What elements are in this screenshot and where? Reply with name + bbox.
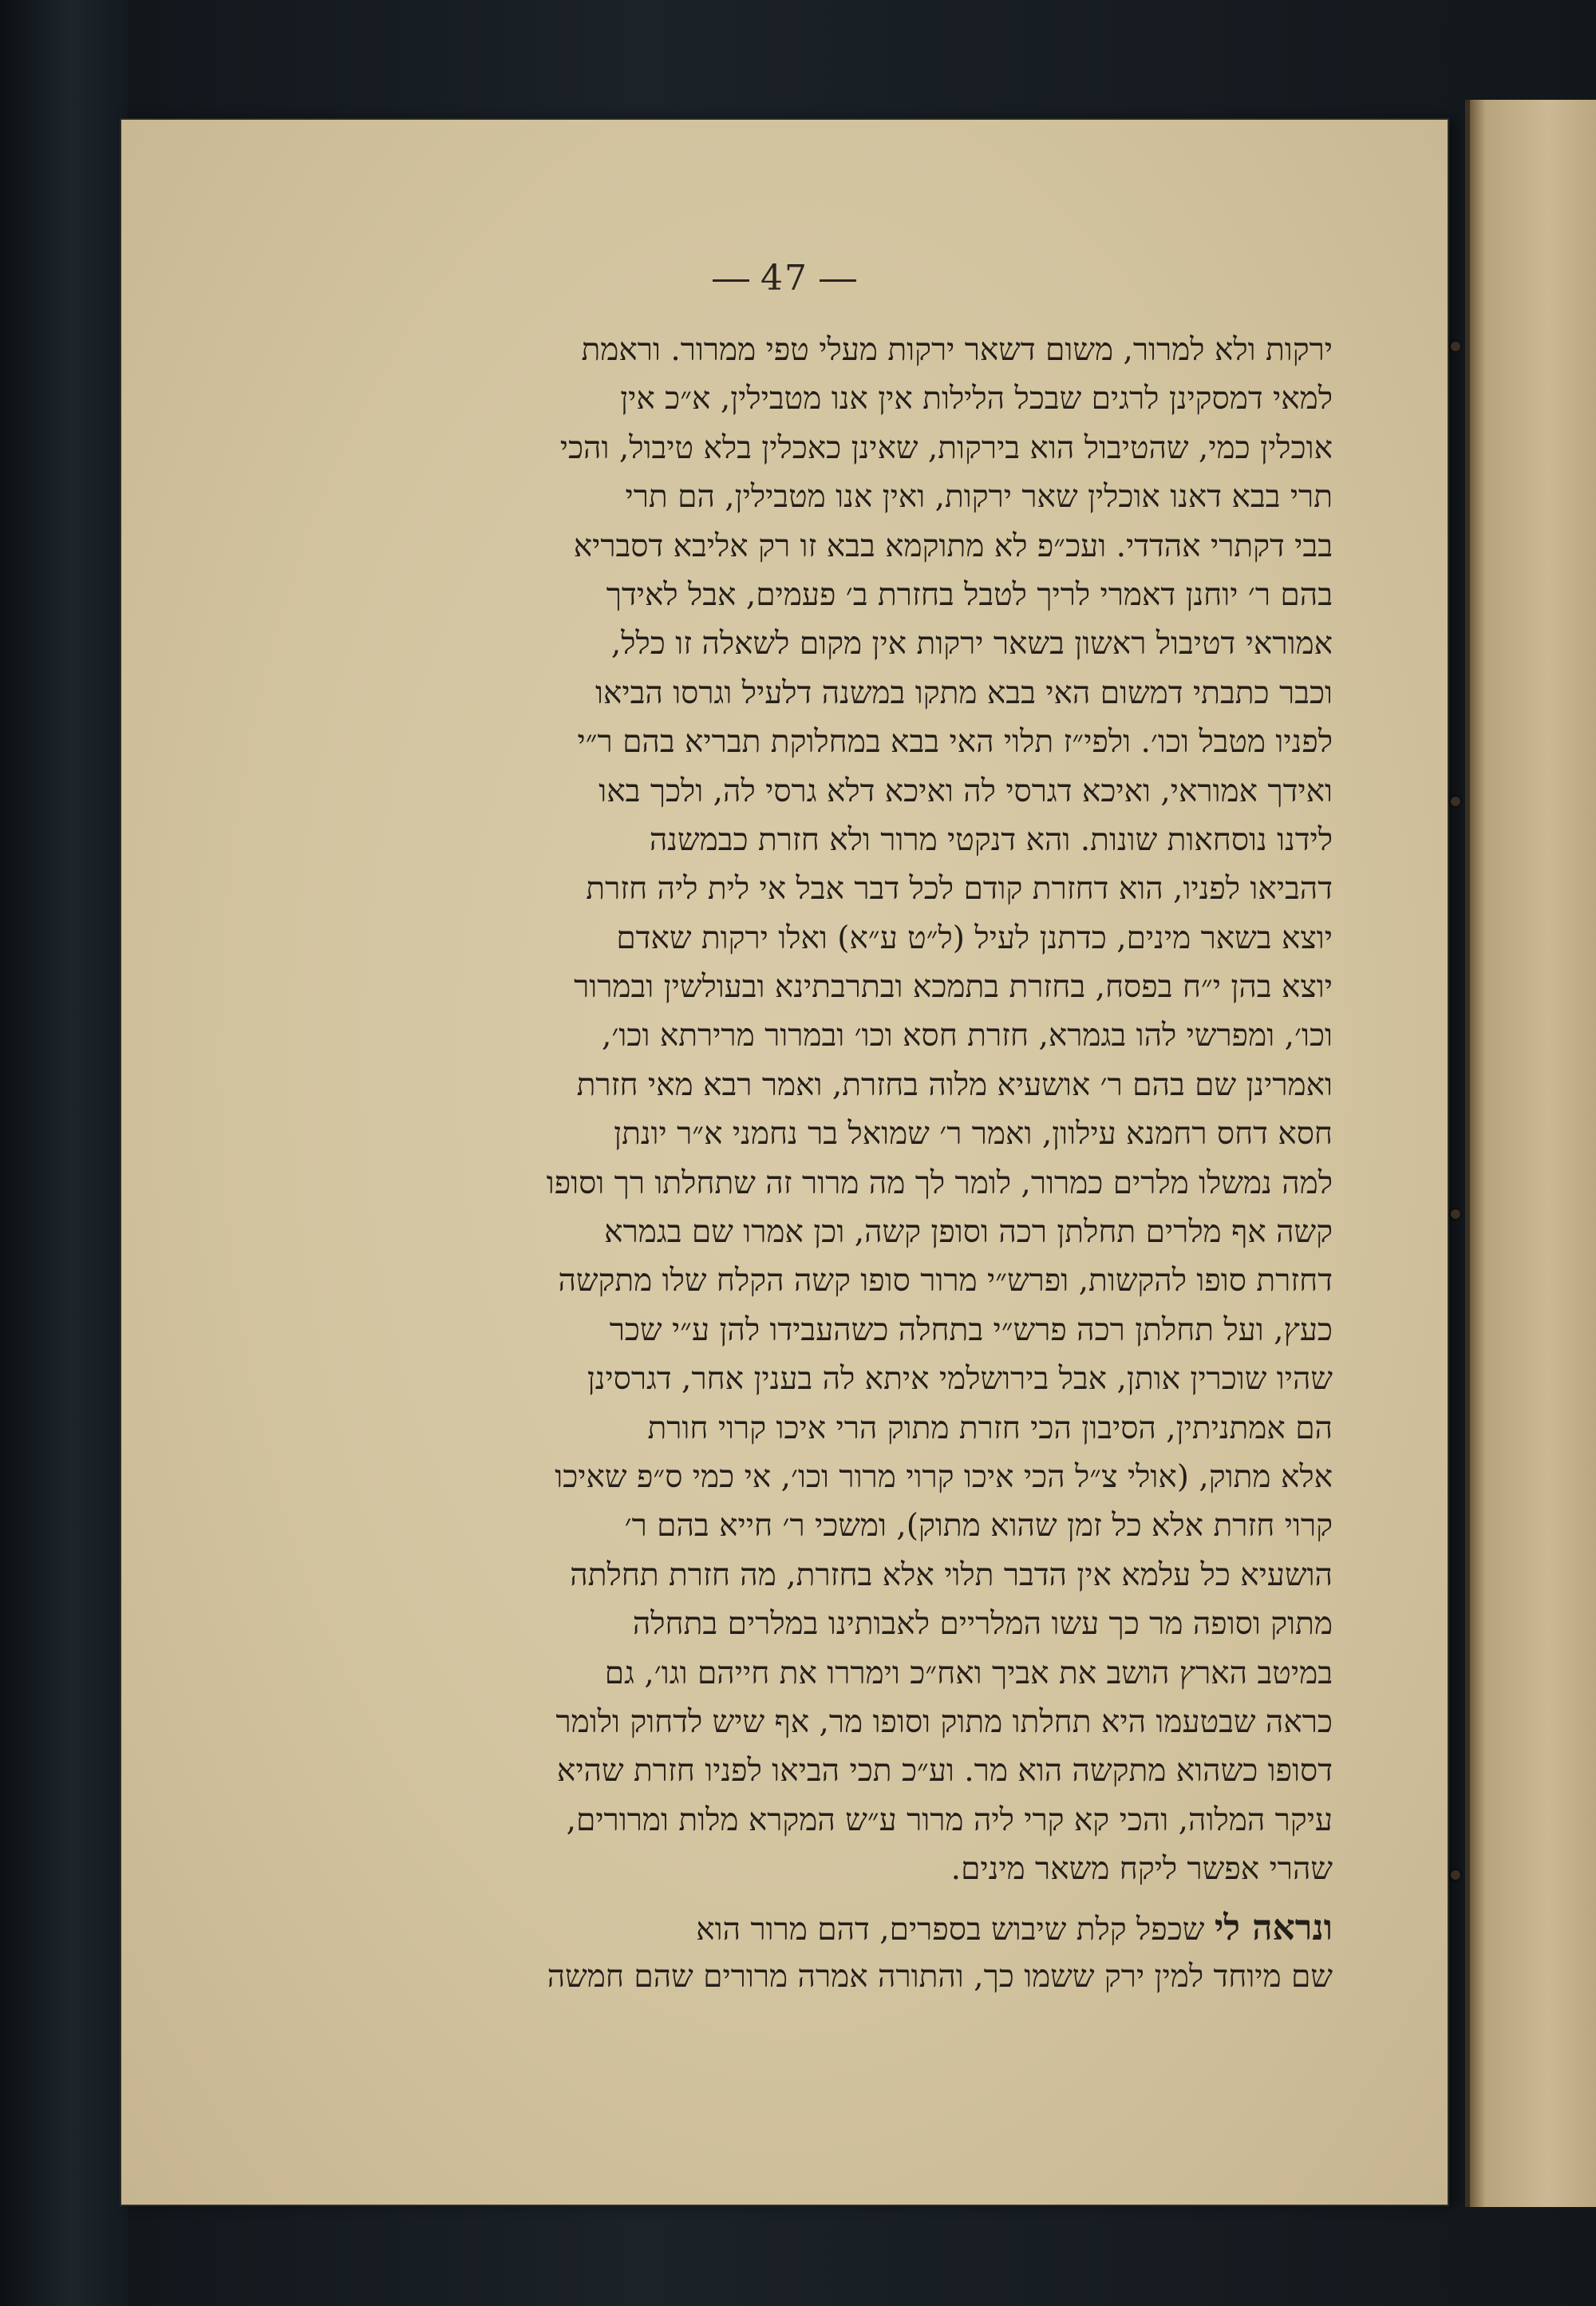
- text-line: דחזרת סופו להקשות, ופרש״י מרור סופו קשה הקלח שלו מתקשה: [558, 1263, 1333, 1299]
- binding-hole: [1451, 797, 1460, 806]
- paragraph-gap: [259, 1894, 1333, 1904]
- text-line: למה נמשלו מלרים כמרור, לומר לך מה מרור זה שתחלתו רך וסופו: [546, 1165, 1333, 1201]
- text-line: עיקר המלוה, והכי קא קרי ליה מרור ע״ש המקרא מלות ומרורים,: [566, 1802, 1333, 1838]
- binding-hole: [1451, 342, 1460, 351]
- page-number-value: 47: [760, 258, 808, 299]
- text-line: שם מיוחד למין ירק ששמו כך, והתורה אמרה מרורים שהם חמשה: [547, 1958, 1333, 1995]
- text-line: אוכלין כמי, שהטיבול הוא בירקות, שאינן כאכלין בלא טיבול, והכי: [559, 429, 1333, 466]
- text-line: ואידך אמוראי, ואיכא דגרסי לה ואיכא דלא גרסי לה, ולכך באו: [598, 773, 1333, 809]
- text-line: הושעיא כל עלמא אין הדבר תלוי אלא בחזרת, מה חזרת תחלתה: [570, 1556, 1333, 1593]
- book-page: [120, 118, 1449, 2206]
- paragraph-2-lead-words: ונראה לי: [1214, 1907, 1333, 1948]
- paragraph-2-first-line-rest: שכפל קלת שיבוש בספרים, דהם מרור הוא: [696, 1911, 1205, 1948]
- paragraph-2: [259, 1904, 1333, 2002]
- paragraph-2-first-line: [259, 1904, 1333, 1952]
- book-binding: [0, 0, 128, 2306]
- text-line: דהביאו לפניו, הוא דחזרת קודם לכל דבר אבל אי לית ליה חזרת: [586, 871, 1333, 908]
- text-line: לידנו נוסחאות שונות. והא דנקטי מרור ולא חזרת כבמשנה: [649, 821, 1333, 858]
- text-line: שהיו שוכרין אותן, אבל בירושלמי איתא לה בענין אחר, דגרסינן: [587, 1361, 1333, 1398]
- page-number-dash-right: [820, 279, 856, 282]
- text-line: בהם ר׳ יוחנן דאמרי לריך לטבל בחזרת ב׳ פעמים, אבל לאידך: [606, 576, 1333, 613]
- text-line: תרי בבא דאנו אוכלין שאר ירקות, ואין אנו מטבילין, הם תרי: [625, 479, 1333, 516]
- paragraph-1: [259, 326, 1333, 1894]
- page-body-text: [259, 326, 1333, 2001]
- facing-page-edge: [1465, 100, 1596, 2207]
- text-line: לפניו מטבל וכו׳. ולפי״ז תלוי האי בבא במחלוקת תבריא בהם ר״י: [577, 724, 1333, 761]
- text-line: קשה אף מלרים תחלתן רכה וסופן קשה, וכן אמרו שם בגמרא: [604, 1214, 1333, 1251]
- text-line: יוצא בשאר מינים, כדתנן לעיל (ל״ט ע״א) ואלו ירקות שאדם: [616, 920, 1333, 956]
- text-line: אלא מתוק, (אולי צ״ל הכי איכו קרוי מרור וכו׳, אי כמי ס״פ שאיכו: [555, 1458, 1333, 1495]
- text-line: כראה שבטעמו היא תחלתו מתוק וסופו מר, אף שיש לדחוק ולומר: [555, 1703, 1333, 1740]
- paragraph-2-lines: [259, 1952, 1333, 2001]
- binding-hole: [1451, 1209, 1460, 1219]
- text-line: קרוי חזרת אלא כל זמן שהוא מתוק), ומשכי ר׳ חייא בהם ר׳: [624, 1508, 1333, 1545]
- text-line: וכו׳, ומפרשי להו בגמרא, חזרת חסא וכו׳ ובמרור מרירתא וכו׳,: [602, 1018, 1333, 1054]
- page-number-dash-left: [713, 279, 749, 282]
- text-line: חסא דחס רחמנא עילוון, ואמר ר׳ שמואל בר נחמני א״ר יונתן: [614, 1116, 1333, 1153]
- text-line: כעץ, ועל תחלתן רכה פרש״י בתחלה כשהעבידו להן ע״י שכר: [609, 1311, 1333, 1348]
- text-line: למאי דמסקינן לרגים שבכל הלילות אין אנו מטבילין, א״כ אין: [620, 381, 1333, 417]
- text-line: יוצא בהן י״ח בפסח, בחזרת בתמכא ובתרבתינא ובעולשין ובמרור: [574, 969, 1333, 1006]
- text-line: שהרי אפשר ליקח משאר מינים.: [950, 1851, 1333, 1888]
- text-line: בבי דקתרי אהדדי. ועכ״פ לא מתוקמא בבא זו רק אליבא דסבריא: [573, 528, 1333, 564]
- text-line: אמוראי דטיבול ראשון בשאר ירקות אין מקום לשאלה זו כלל,: [610, 626, 1333, 663]
- text-line: וכבר כתבתי דמשום האי בבא מתקו במשנה דלעיל וגרסו הביאו: [595, 674, 1333, 711]
- binding-hole: [1451, 1870, 1460, 1880]
- text-line: במיטב הארץ הושב את אביך ואח״כ וימררו את חייהם וגו׳, גם: [604, 1655, 1333, 1691]
- text-line: הם אמתניתין, הסיבון הכי חזרת מתוק הרי איכו קרוי חורת: [647, 1410, 1333, 1446]
- text-line: ירקות ולא למרור, משום דשאר ירקות מעלי טפי ממרור. וראמת: [581, 332, 1333, 368]
- text-line: ואמרינן שם בהם ר׳ אושעיא מלוה בחזרת, ואמר רבא מאי חזרת: [576, 1066, 1333, 1103]
- text-line: מתוק וסופה מר כך עשו המלריים לאבותינו במלרים בתחלה: [632, 1606, 1333, 1643]
- page-number: [120, 258, 1449, 299]
- text-line: דסופו כשהוא מתקשה הוא מר. וע״כ תכי הביאו לפניו חזרת שהיא: [556, 1753, 1333, 1790]
